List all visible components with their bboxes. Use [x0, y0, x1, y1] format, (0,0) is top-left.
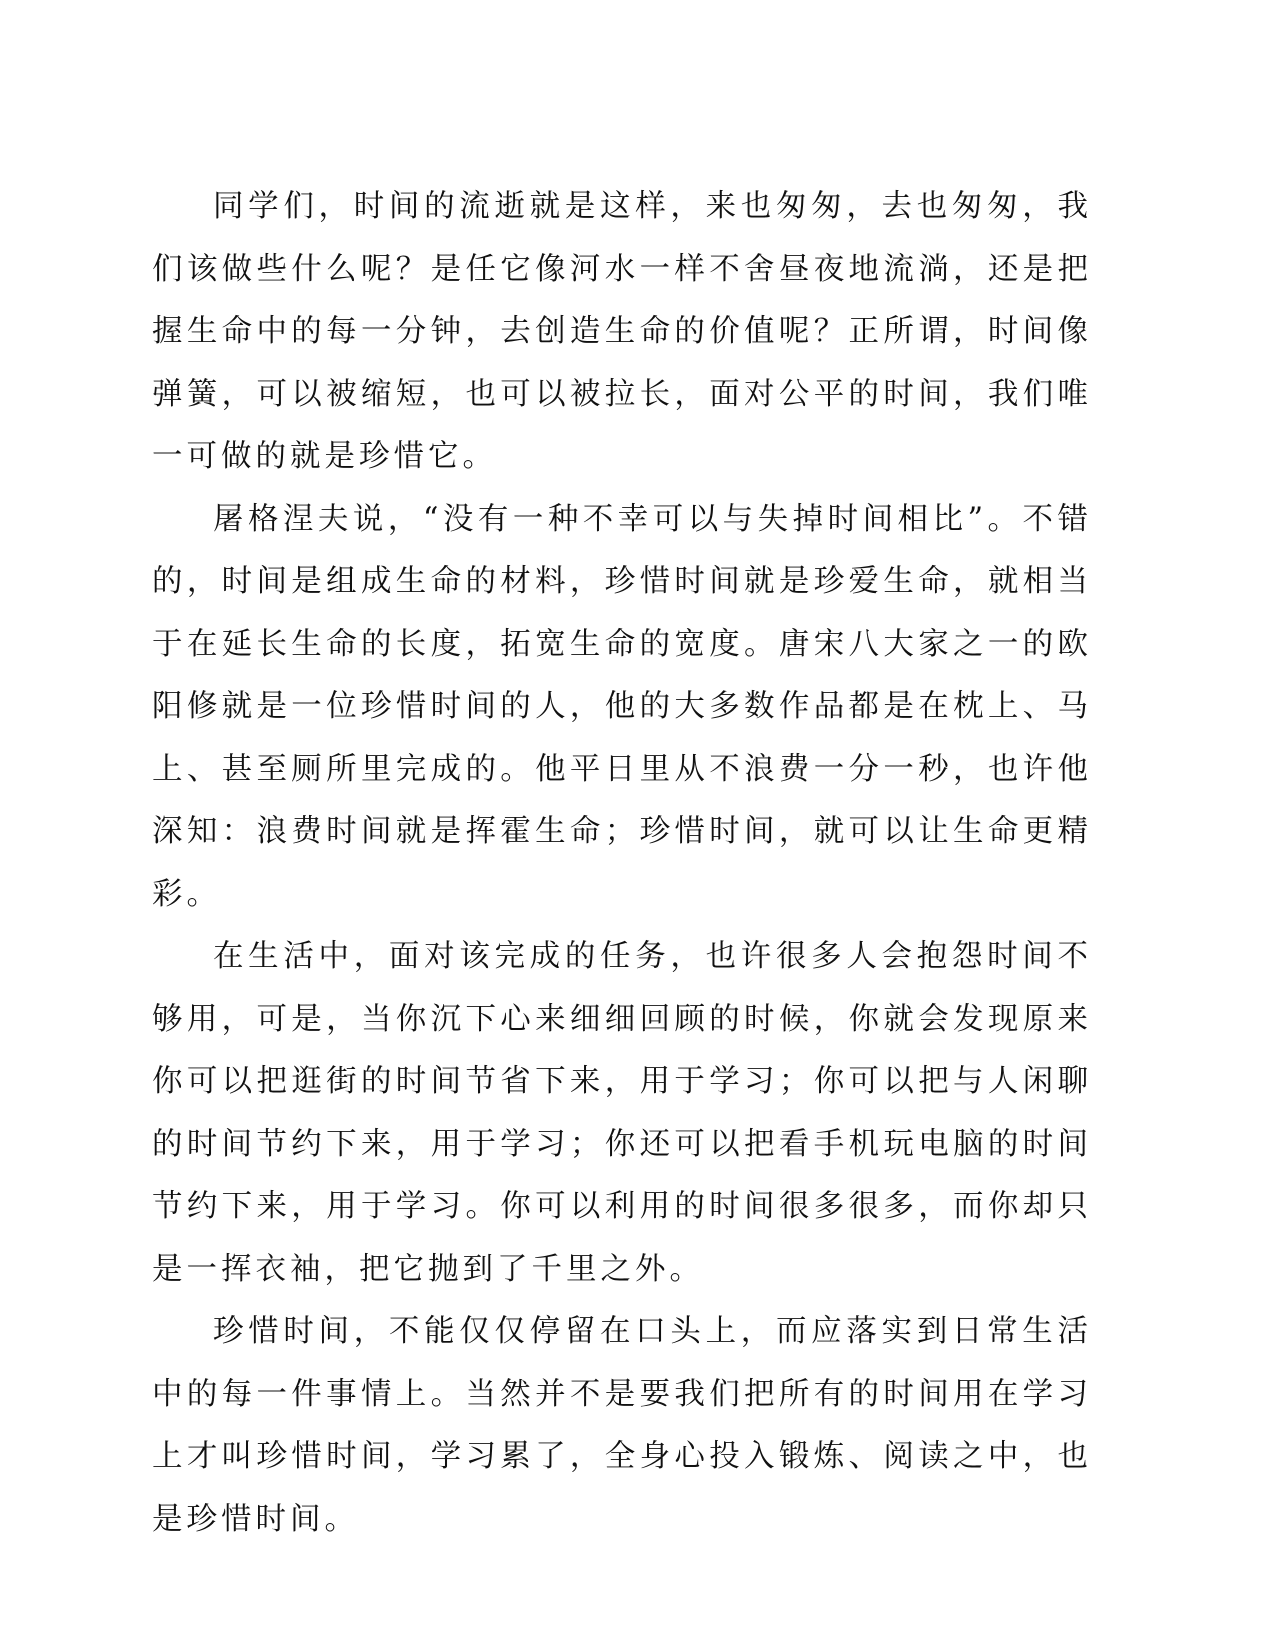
paragraph-2: 屠格涅夫说，“没有一种不幸可以与失掉时间相比”。不错的，时间是组成生命的材料，珍惜时间就是珍爱生命，就相当于在延长生命的长度，拓宽生命的宽度。唐宋八大家之一的欧阳修就是一位珍惜时间的人，他的大多数作品都是在枕上、马上、甚至厕所里完成的。他平日里从不浪费一分一秒，也许他深知：浪费时间就是挥霍生命；珍惜时间，就可以让生命更精彩。 [152, 501, 1092, 912]
paragraph-3: 在生活中，面对该完成的任务，也许很多人会抱怨时间不够用，可是，当你沉下心来细细回顾的时候，你就会发现原来你可以把逛街的时间节省下来，用于学习；你可以把与人闲聊的时间节约下来，用于学习；你还可以把看手机玩电脑的时间节约下来，用于学习。你可以利用的时间很多很多，而你却只是一挥衣袖，把它抛到了千里之外。 [152, 939, 1092, 1287]
document-body [152, 176, 1092, 1551]
paragraph-1: 同学们，时间的流逝就是这样，来也匆匆，去也匆匆，我们该做些什么呢？是任它像河水一样不舍昼夜地流淌，还是把握生命中的每一分钟，去创造生命的价值呢？正所谓，时间像弹簧，可以被缩短，也可以被拉长，面对公平的时间，我们唯一可做的就是珍惜它。 [152, 189, 1092, 474]
paragraph-4: 珍惜时间，不能仅仅停留在口头上，而应落实到日常生活中的每一件事情上。当然并不是要我们把所有的时间用在学习上才叫珍惜时间，学习累了，全身心投入锻炼、阅读之中，也是珍惜时间。 [152, 1314, 1092, 1537]
